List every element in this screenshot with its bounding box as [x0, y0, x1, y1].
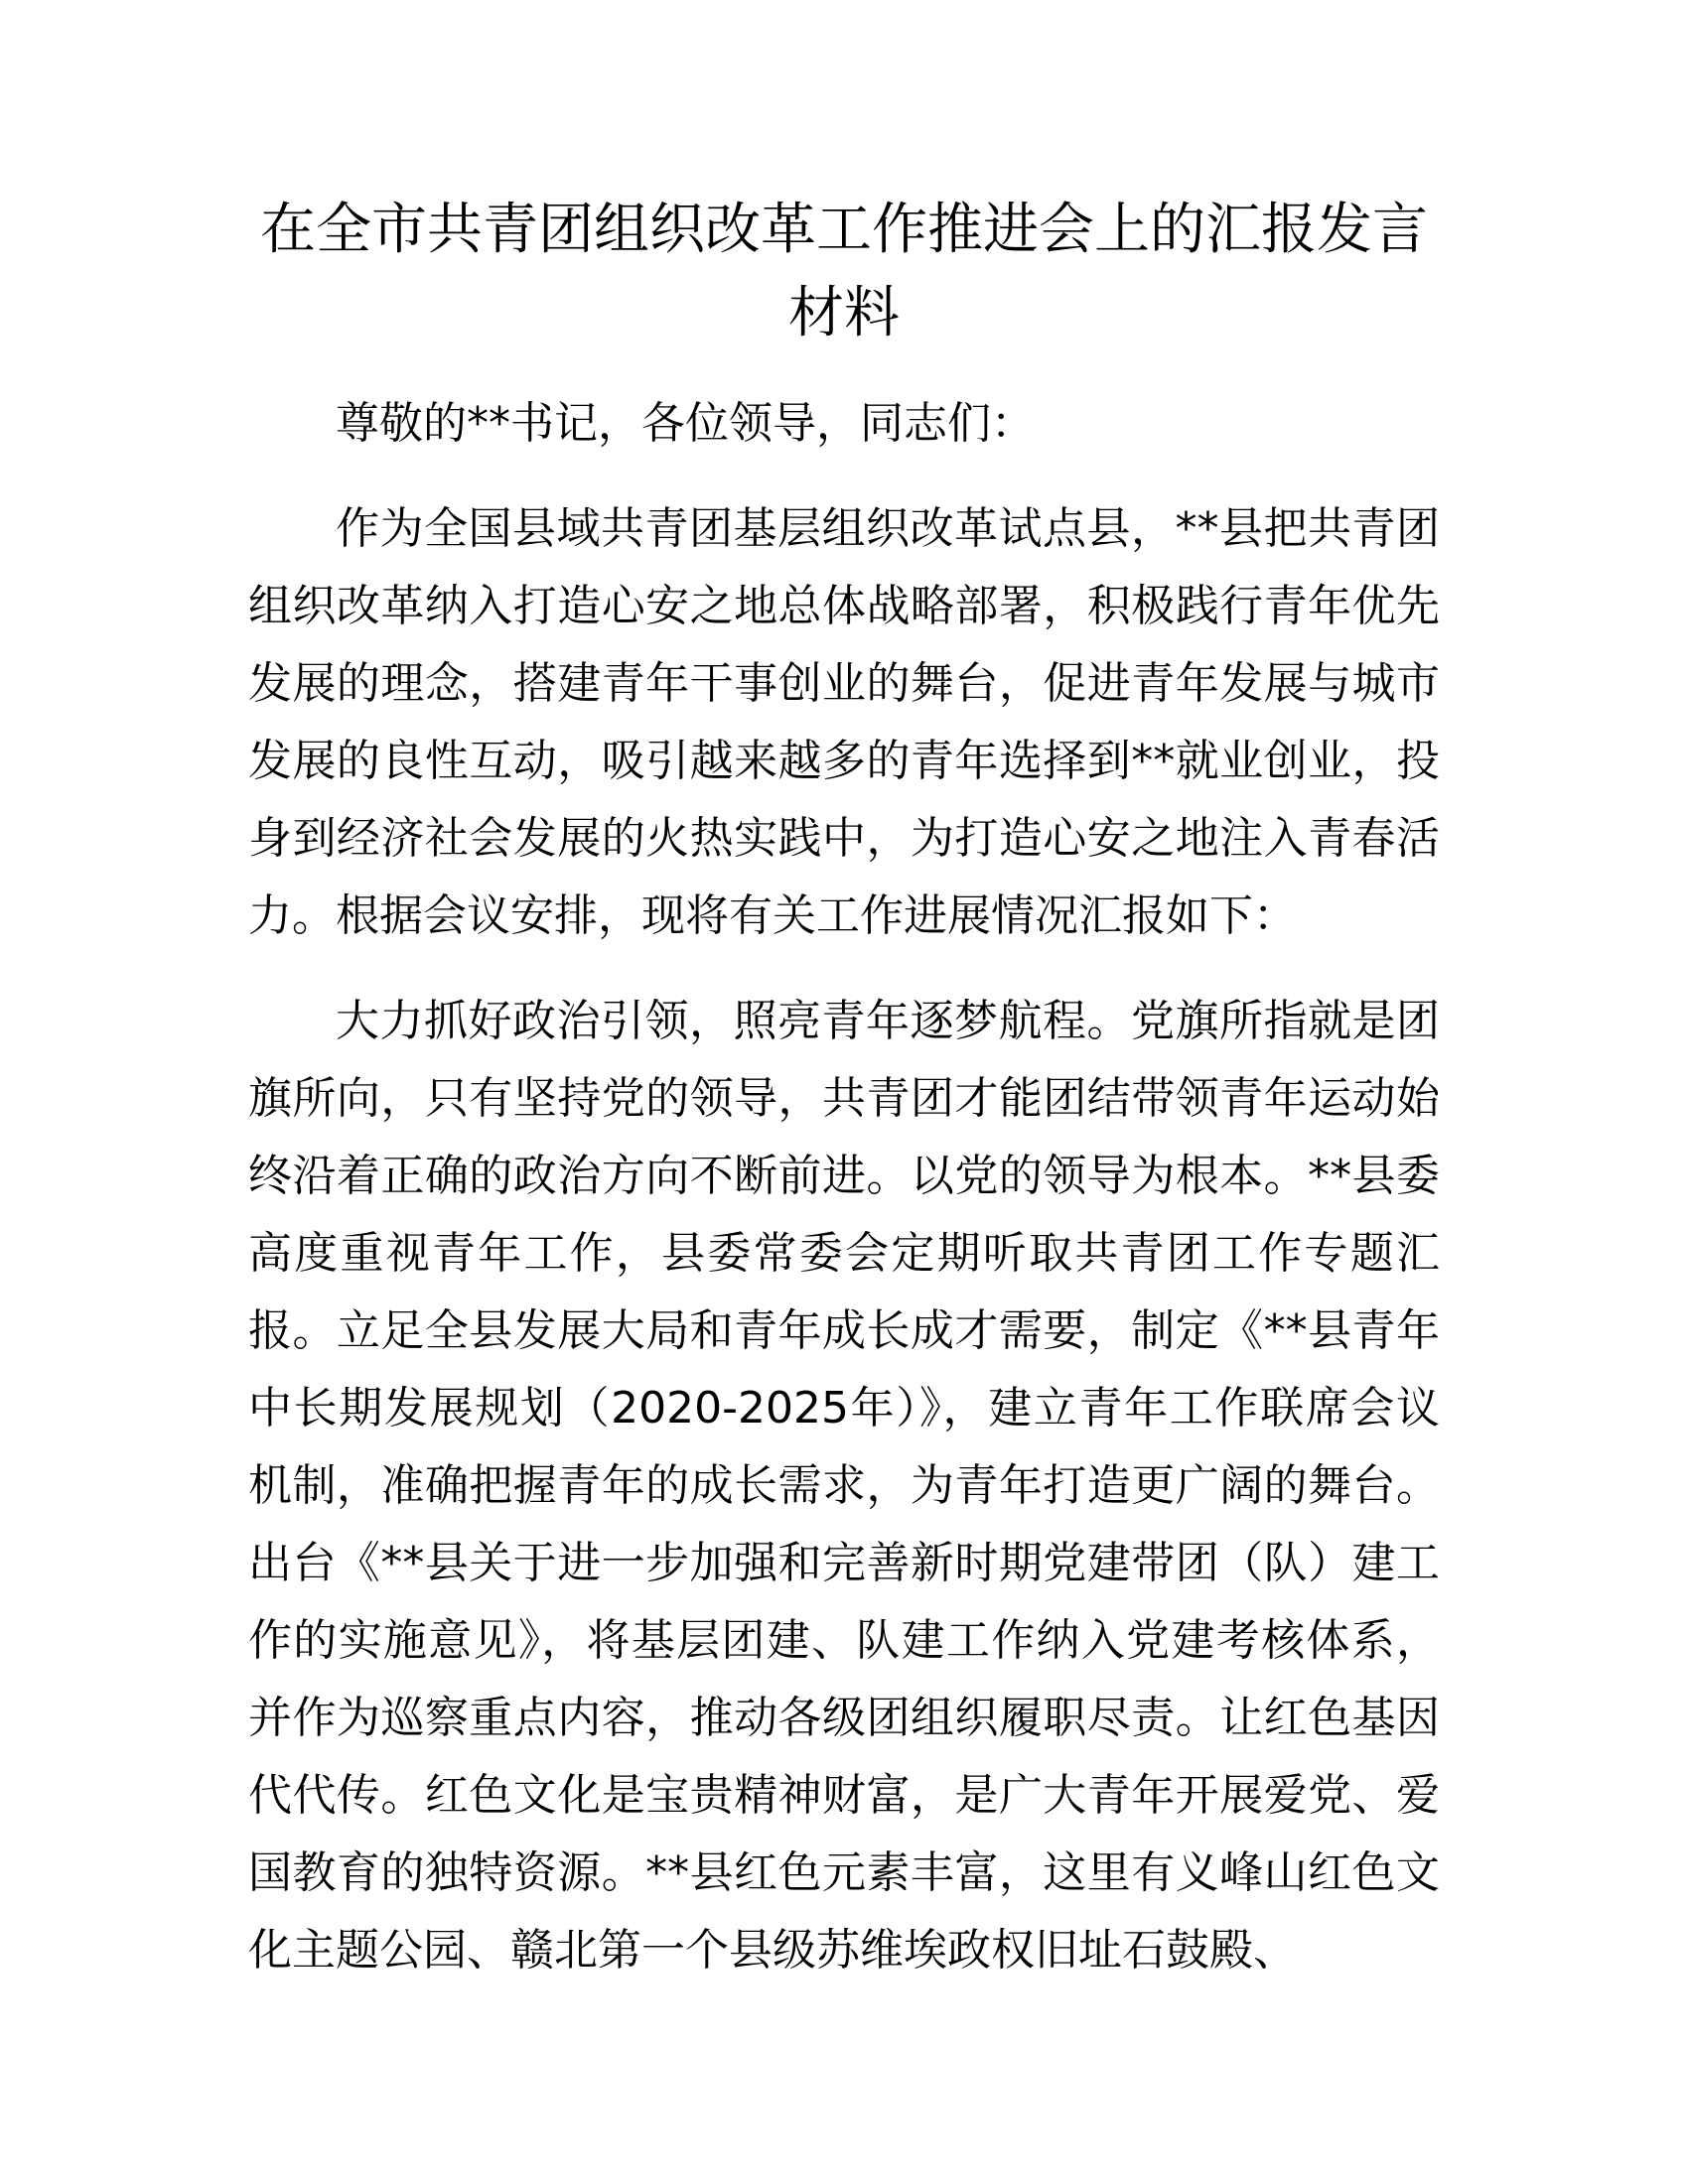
salutation: 尊敬的**书记，各位领导，同志们： [336, 398, 1035, 449]
paragraph-political-leadership: 大力抓好政治引领，照亮青年逐梦航程。党旗所指就是团旗所向，只有坚持党的领导，共青团才能团结带领青年运动始终沿着正确的政治方向不断前进。以党的领导为根本。**县委高度重视青年工作，县委常委会定期听取共青团工作专题汇报。立足全县发展大局和青年成长成才需要，制定《**县青年中长期发展规划（2020-2025年）》，建立青年工作联席会议机制，准确把握青年的成长需求，为青年打造更广阔的舞台。出台《**县关于进一步加强和完善新时期党建带团（队）建工作的实施意见》，将基层团建、队建工作纳入党建考核体系，并作为巡察重点内容，推动各级团组织履职尽责。让红色基因代代传。红色文化是宝贵精神财富，是广大青年开展爱党、爱国教育的独特资源。**县红色元素丰富，这里有义峰山红色文化主题公园、赣北第一个县级苏维埃政权旧址石鼓殿、 [248, 996, 1440, 1976]
paragraph-intro: 作为全国县域共青团基层组织改革试点县，**县把共青团组织改革纳入打造心安之地总体战略部署，积极践行青年优先发展的理念，搭建青年干事创业的舞台，促进青年发展与城市发展的良性互动，吸引越来越多的青年选择到**就业创业，投身到经济社会发展的火热实践中，为打造心安之地注入青春活力。根据会议安排，现将有关工作进展情况汇报如下： [248, 503, 1440, 941]
document-page [248, 189, 1440, 1989]
document-title: 在全市共青团组织改革工作推进会上的汇报发言材料 [260, 198, 1428, 345]
